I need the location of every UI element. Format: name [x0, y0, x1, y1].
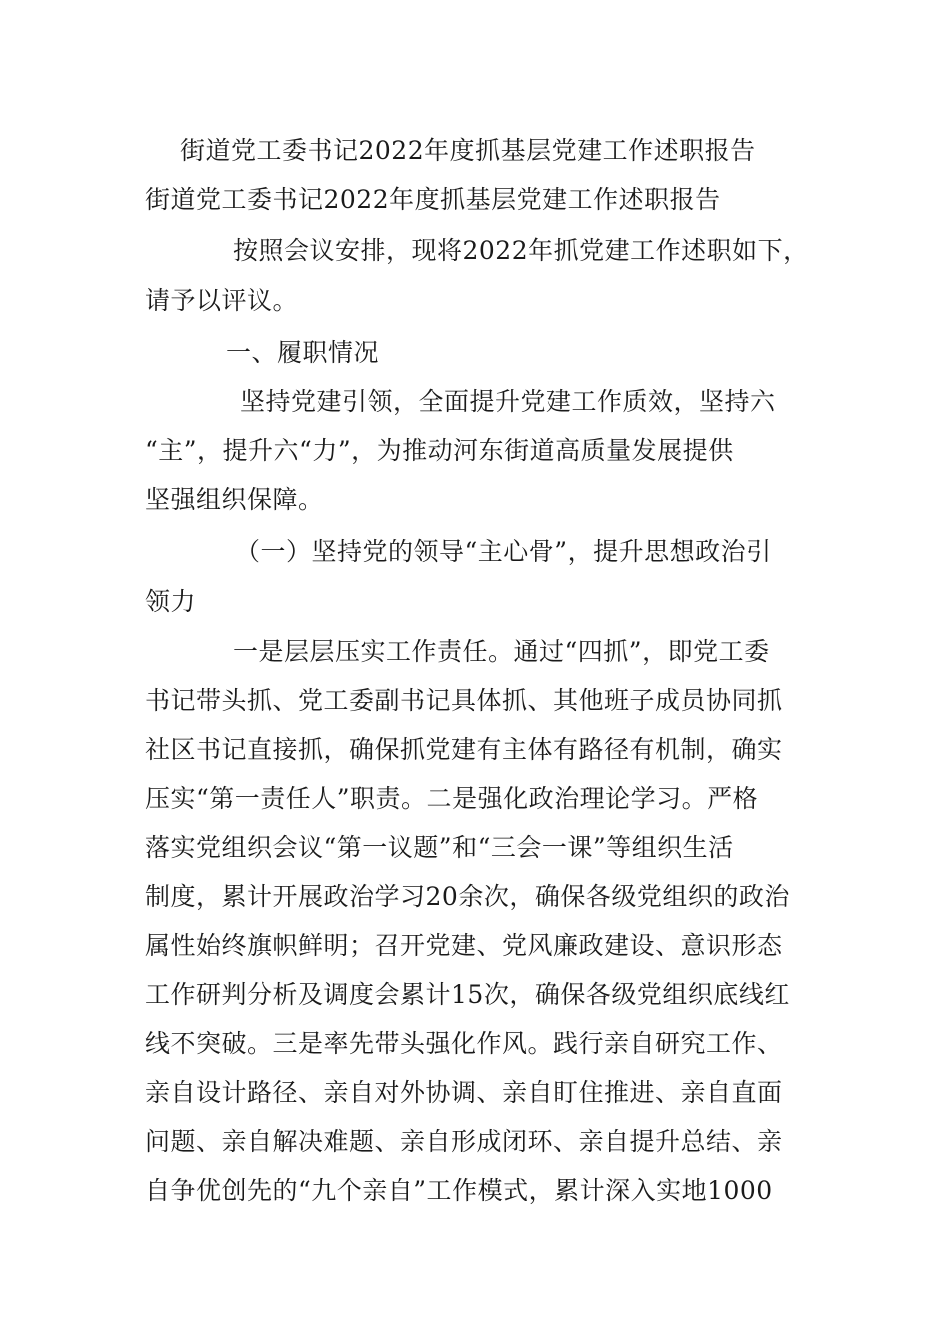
intro-line: 请予以评议。	[145, 286, 299, 315]
intro-line: 按照会议安排，现将2022年抓党建工作述职如下，	[233, 236, 809, 265]
body-line: 制度，累计开展政治学习20余次，确保各级党组织的政治	[145, 882, 790, 911]
body-line: 自争优创先的“九个亲自”工作模式，累计深入实地1000	[145, 1176, 773, 1205]
body-line: 问题、亲自解决难题、亲自形成闭环、亲自提升总结、亲	[145, 1127, 783, 1156]
paragraph-line: 坚持党建引领，全面提升党建工作质效，坚持六	[240, 387, 776, 416]
body-line: 属性始终旗帜鲜明；召开党建、党风廉政建设、意识形态	[145, 931, 783, 960]
body-line: 落实党组织会议“第一议题”和“三会一课”等组织生活	[145, 833, 734, 862]
body-line: 社区书记直接抓，确保抓党建有主体有路径有机制，确实	[145, 735, 783, 764]
body-line: 压实“第一责任人”职责。二是强化政治理论学习。严格	[145, 784, 759, 813]
paragraph-line: “主”，提升六“力”，为推动河东街道高质量发展提供	[145, 436, 734, 465]
paragraph-line: 坚强组织保障。	[145, 485, 324, 514]
body-line: 工作研判分析及调度会累计15次，确保各级党组织底线红	[145, 980, 790, 1009]
document-title-repeat: 街道党工委书记2022年度抓基层党建工作述职报告	[145, 185, 721, 214]
document-title: 街道党工委书记2022年度抓基层党建工作述职报告	[180, 136, 756, 165]
body-line: 亲自设计路径、亲自对外协调、亲自盯住推进、亲自直面	[145, 1078, 783, 1107]
body-line: 一是层层压实工作责任。通过“四抓”，即党工委	[233, 637, 770, 666]
section-heading: 一、履职情况	[226, 338, 380, 367]
body-line: 书记带头抓、党工委副书记具体抓、其他班子成员协同抓	[145, 686, 783, 715]
subsection-heading: （一）坚持党的领导“主心骨”，提升思想政治引	[235, 537, 772, 566]
body-line: 线不突破。三是率先带头强化作风。践行亲自研究工作、	[145, 1029, 783, 1058]
subsection-heading: 领力	[145, 587, 197, 616]
